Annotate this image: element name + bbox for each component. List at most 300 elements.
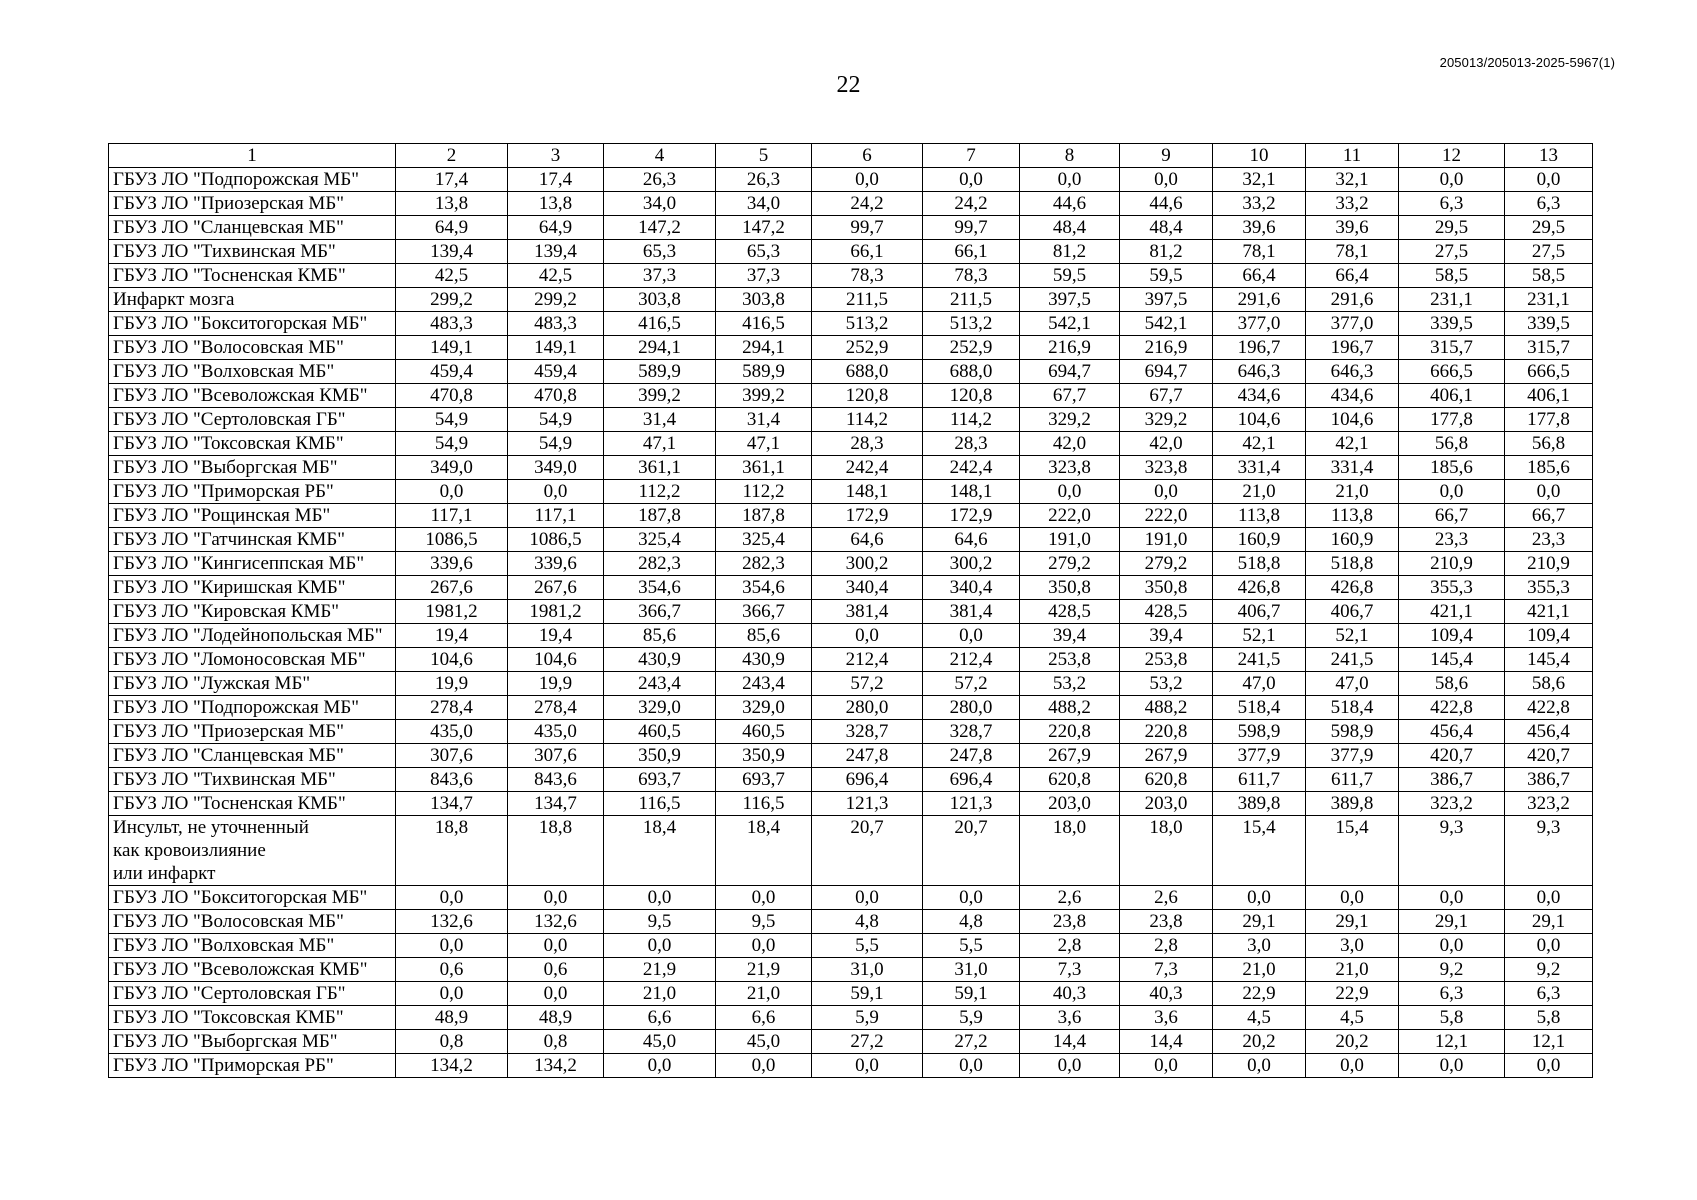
value-cell: 421,1: [1505, 600, 1593, 624]
value-cell: 3,6: [1120, 1006, 1213, 1030]
value-cell: 47,0: [1306, 672, 1399, 696]
value-cell: 421,1: [1399, 600, 1505, 624]
value-cell: 331,4: [1306, 456, 1399, 480]
value-cell: 59,1: [812, 982, 923, 1006]
value-cell: 81,2: [1120, 240, 1213, 264]
value-cell: 172,9: [812, 504, 923, 528]
value-cell: 513,2: [812, 312, 923, 336]
table-row: [109, 934, 1593, 958]
value-cell: 0,0: [716, 934, 812, 958]
value-cell: 0,0: [1020, 1054, 1120, 1078]
value-cell: 0,0: [508, 480, 604, 504]
value-cell: 470,8: [396, 384, 508, 408]
value-cell: 361,1: [716, 456, 812, 480]
value-cell: 0,0: [1213, 886, 1306, 910]
value-cell: 22,9: [1306, 982, 1399, 1006]
value-cell: 0,0: [812, 168, 923, 192]
value-cell: 67,7: [1020, 384, 1120, 408]
column-number-cell: 7: [923, 144, 1020, 168]
value-cell: 14,4: [1020, 1030, 1120, 1054]
column-number-cell: 3: [508, 144, 604, 168]
value-cell: 58,6: [1505, 672, 1593, 696]
value-cell: 434,6: [1306, 384, 1399, 408]
value-cell: 0,6: [396, 958, 508, 982]
value-cell: 0,0: [1306, 886, 1399, 910]
value-cell: 113,8: [1306, 504, 1399, 528]
value-cell: 435,0: [396, 720, 508, 744]
value-cell: 148,1: [812, 480, 923, 504]
row-name-cell: ГБУЗ ЛО "Тосненская КМБ": [109, 264, 396, 288]
value-cell: 7,3: [1020, 958, 1120, 982]
value-cell: 267,6: [396, 576, 508, 600]
value-cell: 0,0: [1505, 886, 1593, 910]
value-cell: 241,5: [1306, 648, 1399, 672]
value-cell: 216,9: [1120, 336, 1213, 360]
value-cell: 3,6: [1020, 1006, 1120, 1030]
row-name-cell: ГБУЗ ЛО "Лодейнопольская МБ": [109, 624, 396, 648]
value-cell: 21,0: [1213, 958, 1306, 982]
value-cell: 598,9: [1213, 720, 1306, 744]
value-cell: 23,8: [1020, 910, 1120, 934]
value-cell: 0,0: [812, 624, 923, 648]
value-cell: 78,3: [923, 264, 1020, 288]
value-cell: 7,3: [1120, 958, 1213, 982]
column-number-cell: 11: [1306, 144, 1399, 168]
value-cell: 299,2: [396, 288, 508, 312]
value-cell: 23,3: [1505, 528, 1593, 552]
value-cell: 329,2: [1120, 408, 1213, 432]
value-cell: 59,5: [1120, 264, 1213, 288]
value-cell: 145,4: [1505, 648, 1593, 672]
row-name-cell: ГБУЗ ЛО "Токсовская КМБ": [109, 1006, 396, 1030]
value-cell: 282,3: [604, 552, 716, 576]
value-cell: 611,7: [1306, 768, 1399, 792]
value-cell: 187,8: [716, 504, 812, 528]
value-cell: 1086,5: [508, 528, 604, 552]
table-row: [109, 504, 1593, 528]
value-cell: 323,8: [1020, 456, 1120, 480]
value-cell: 9,2: [1399, 958, 1505, 982]
value-cell: 65,3: [604, 240, 716, 264]
table-row: [109, 552, 1593, 576]
value-cell: 620,8: [1020, 768, 1120, 792]
value-cell: 406,1: [1399, 384, 1505, 408]
value-cell: 5,5: [812, 934, 923, 958]
value-cell: 420,7: [1505, 744, 1593, 768]
value-cell: 307,6: [508, 744, 604, 768]
row-name-cell: ГБУЗ ЛО "Выборгская МБ": [109, 1030, 396, 1054]
value-cell: 542,1: [1020, 312, 1120, 336]
value-cell: 0,0: [1505, 1054, 1593, 1078]
value-cell: 0,0: [716, 886, 812, 910]
row-name-cell: ГБУЗ ЛО "Сланцевская МБ": [109, 216, 396, 240]
value-cell: 66,7: [1399, 504, 1505, 528]
value-cell: 121,3: [923, 792, 1020, 816]
value-cell: 0,6: [508, 958, 604, 982]
value-cell: 280,0: [923, 696, 1020, 720]
value-cell: 211,5: [812, 288, 923, 312]
value-cell: 4,8: [923, 910, 1020, 934]
value-cell: 78,1: [1213, 240, 1306, 264]
data-table: [108, 143, 1593, 1078]
value-cell: 0,0: [812, 886, 923, 910]
value-cell: 44,6: [1020, 192, 1120, 216]
value-cell: 456,4: [1505, 720, 1593, 744]
value-cell: 109,4: [1399, 624, 1505, 648]
value-cell: 416,5: [716, 312, 812, 336]
value-cell: 39,6: [1306, 216, 1399, 240]
value-cell: 242,4: [812, 456, 923, 480]
value-cell: 26,3: [604, 168, 716, 192]
row-name-cell: ГБУЗ ЛО "Подпорожская МБ": [109, 696, 396, 720]
value-cell: 40,3: [1020, 982, 1120, 1006]
value-cell: 27,2: [923, 1030, 1020, 1054]
value-cell: 185,6: [1505, 456, 1593, 480]
value-cell: 18,8: [396, 816, 508, 886]
value-cell: 113,8: [1213, 504, 1306, 528]
value-cell: 646,3: [1213, 360, 1306, 384]
value-cell: 54,9: [396, 408, 508, 432]
value-cell: 0,0: [508, 886, 604, 910]
value-cell: 45,0: [716, 1030, 812, 1054]
value-cell: 381,4: [923, 600, 1020, 624]
value-cell: 693,7: [604, 768, 716, 792]
value-cell: 6,3: [1399, 982, 1505, 1006]
value-cell: 620,8: [1120, 768, 1213, 792]
value-cell: 3,0: [1213, 934, 1306, 958]
row-name-cell: ГБУЗ ЛО "Токсовская КМБ": [109, 432, 396, 456]
row-name-cell: ГБУЗ ЛО "Приморская РБ": [109, 480, 396, 504]
value-cell: 2,6: [1020, 886, 1120, 910]
value-cell: 459,4: [508, 360, 604, 384]
value-cell: 303,8: [604, 288, 716, 312]
table-row: [109, 744, 1593, 768]
value-cell: 9,2: [1505, 958, 1593, 982]
value-cell: 426,8: [1213, 576, 1306, 600]
value-cell: 6,3: [1399, 192, 1505, 216]
value-cell: 355,3: [1399, 576, 1505, 600]
value-cell: 339,5: [1505, 312, 1593, 336]
value-cell: 116,5: [604, 792, 716, 816]
column-number-cell: 5: [716, 144, 812, 168]
value-cell: 196,7: [1213, 336, 1306, 360]
value-cell: 177,8: [1505, 408, 1593, 432]
value-cell: 145,4: [1399, 648, 1505, 672]
value-cell: 315,7: [1505, 336, 1593, 360]
value-cell: 21,9: [604, 958, 716, 982]
value-cell: 339,6: [508, 552, 604, 576]
row-name-cell: ГБУЗ ЛО "Гатчинская КМБ": [109, 528, 396, 552]
value-cell: 203,0: [1120, 792, 1213, 816]
table-row: [109, 312, 1593, 336]
value-cell: 42,5: [508, 264, 604, 288]
value-cell: 185,6: [1399, 456, 1505, 480]
row-name-cell: ГБУЗ ЛО "Волховская МБ": [109, 934, 396, 958]
row-name-cell: ГБУЗ ЛО "Приморская РБ": [109, 1054, 396, 1078]
value-cell: 27,2: [812, 1030, 923, 1054]
value-cell: 21,0: [1213, 480, 1306, 504]
value-cell: 29,1: [1505, 910, 1593, 934]
value-cell: 29,1: [1306, 910, 1399, 934]
value-cell: 434,6: [1213, 384, 1306, 408]
row-name-cell: ГБУЗ ЛО "Всеволожская КМБ": [109, 958, 396, 982]
value-cell: 518,8: [1306, 552, 1399, 576]
value-cell: 0,0: [396, 934, 508, 958]
column-number-cell: 12: [1399, 144, 1505, 168]
value-cell: 6,6: [716, 1006, 812, 1030]
value-cell: 15,4: [1213, 816, 1306, 886]
table-row: [109, 910, 1593, 934]
row-name-cell: Инфаркт мозга: [109, 288, 396, 312]
value-cell: 23,3: [1399, 528, 1505, 552]
value-cell: 349,0: [508, 456, 604, 480]
value-cell: 31,4: [604, 408, 716, 432]
value-cell: 66,4: [1213, 264, 1306, 288]
value-cell: 14,4: [1120, 1030, 1213, 1054]
value-cell: 139,4: [396, 240, 508, 264]
value-cell: 0,0: [1120, 480, 1213, 504]
value-cell: 377,9: [1306, 744, 1399, 768]
value-cell: 420,7: [1399, 744, 1505, 768]
table-row: [109, 624, 1593, 648]
value-cell: 303,8: [716, 288, 812, 312]
value-cell: 0,0: [1120, 168, 1213, 192]
table-row: [109, 168, 1593, 192]
value-cell: 52,1: [1306, 624, 1399, 648]
value-cell: 598,9: [1306, 720, 1399, 744]
value-cell: 160,9: [1213, 528, 1306, 552]
value-cell: 696,4: [812, 768, 923, 792]
value-cell: 59,1: [923, 982, 1020, 1006]
value-cell: 0,0: [923, 886, 1020, 910]
value-cell: 430,9: [716, 648, 812, 672]
table-row: [109, 886, 1593, 910]
value-cell: 377,0: [1306, 312, 1399, 336]
row-name-cell: ГБУЗ ЛО "Волховская МБ": [109, 360, 396, 384]
value-cell: 325,4: [604, 528, 716, 552]
value-cell: 139,4: [508, 240, 604, 264]
value-cell: 0,0: [1399, 168, 1505, 192]
value-cell: 222,0: [1020, 504, 1120, 528]
value-cell: 253,8: [1020, 648, 1120, 672]
table-row: [109, 720, 1593, 744]
value-cell: 187,8: [604, 504, 716, 528]
value-cell: 329,2: [1020, 408, 1120, 432]
value-cell: 64,6: [812, 528, 923, 552]
value-cell: 31,0: [923, 958, 1020, 982]
value-cell: 28,3: [812, 432, 923, 456]
value-cell: 29,5: [1505, 216, 1593, 240]
value-cell: 64,9: [396, 216, 508, 240]
value-cell: 389,8: [1213, 792, 1306, 816]
value-cell: 307,6: [396, 744, 508, 768]
value-cell: 109,4: [1505, 624, 1593, 648]
value-cell: 354,6: [716, 576, 812, 600]
value-cell: 323,2: [1505, 792, 1593, 816]
table-row: [109, 958, 1593, 982]
value-cell: 37,3: [716, 264, 812, 288]
value-cell: 9,3: [1505, 816, 1593, 886]
value-cell: 6,3: [1505, 982, 1593, 1006]
value-cell: 212,4: [812, 648, 923, 672]
value-cell: 0,0: [1120, 1054, 1213, 1078]
value-cell: 456,4: [1399, 720, 1505, 744]
value-cell: 48,9: [508, 1006, 604, 1030]
value-cell: 104,6: [1213, 408, 1306, 432]
value-cell: 1086,5: [396, 528, 508, 552]
value-cell: 381,4: [812, 600, 923, 624]
row-name-cell: ГБУЗ ЛО "Сланцевская МБ": [109, 744, 396, 768]
value-cell: 325,4: [716, 528, 812, 552]
value-cell: 488,2: [1020, 696, 1120, 720]
value-cell: 58,6: [1399, 672, 1505, 696]
value-cell: 33,2: [1306, 192, 1399, 216]
value-cell: 0,0: [508, 982, 604, 1006]
row-name-cell: ГБУЗ ЛО "Всеволожская КМБ": [109, 384, 396, 408]
value-cell: 331,4: [1213, 456, 1306, 480]
value-cell: 0,8: [396, 1030, 508, 1054]
value-cell: 26,3: [716, 168, 812, 192]
value-cell: 39,4: [1020, 624, 1120, 648]
value-cell: 147,2: [716, 216, 812, 240]
value-cell: 67,7: [1120, 384, 1213, 408]
value-cell: 31,0: [812, 958, 923, 982]
value-cell: 406,1: [1505, 384, 1593, 408]
value-cell: 54,9: [508, 408, 604, 432]
value-cell: 21,0: [604, 982, 716, 1006]
value-cell: 21,0: [1306, 958, 1399, 982]
row-name-cell: ГБУЗ ЛО "Бокситогорская МБ": [109, 886, 396, 910]
value-cell: 20,7: [812, 816, 923, 886]
value-cell: 422,8: [1505, 696, 1593, 720]
value-cell: 53,2: [1020, 672, 1120, 696]
row-name-cell: ГБУЗ ЛО "Тихвинская МБ": [109, 240, 396, 264]
value-cell: 42,0: [1120, 432, 1213, 456]
value-cell: 0,0: [923, 624, 1020, 648]
value-cell: 172,9: [923, 504, 1020, 528]
value-cell: 589,9: [716, 360, 812, 384]
value-cell: 47,1: [604, 432, 716, 456]
table-row: [109, 192, 1593, 216]
value-cell: 366,7: [716, 600, 812, 624]
value-cell: 20,2: [1213, 1030, 1306, 1054]
value-cell: 0,0: [1020, 480, 1120, 504]
value-cell: 483,3: [396, 312, 508, 336]
table-row: [109, 672, 1593, 696]
table-row: [109, 408, 1593, 432]
value-cell: 0,0: [1505, 480, 1593, 504]
value-cell: 0,0: [508, 934, 604, 958]
value-cell: 361,1: [604, 456, 716, 480]
table-row: [109, 384, 1593, 408]
value-cell: 48,4: [1120, 216, 1213, 240]
value-cell: 57,2: [812, 672, 923, 696]
value-cell: 117,1: [396, 504, 508, 528]
value-cell: 20,7: [923, 816, 1020, 886]
value-cell: 18,8: [508, 816, 604, 886]
value-cell: 13,8: [396, 192, 508, 216]
value-cell: 646,3: [1306, 360, 1399, 384]
value-cell: 24,2: [923, 192, 1020, 216]
value-cell: 291,6: [1213, 288, 1306, 312]
value-cell: 114,2: [812, 408, 923, 432]
value-cell: 340,4: [923, 576, 1020, 600]
value-cell: 0,0: [1399, 1054, 1505, 1078]
value-cell: 210,9: [1399, 552, 1505, 576]
value-cell: 116,5: [716, 792, 812, 816]
value-cell: 278,4: [396, 696, 508, 720]
table-row: [109, 528, 1593, 552]
value-cell: 114,2: [923, 408, 1020, 432]
value-cell: 4,5: [1213, 1006, 1306, 1030]
value-cell: 12,1: [1505, 1030, 1593, 1054]
value-cell: 120,8: [812, 384, 923, 408]
value-cell: 279,2: [1020, 552, 1120, 576]
value-cell: 339,6: [396, 552, 508, 576]
value-cell: 112,2: [716, 480, 812, 504]
value-cell: 85,6: [716, 624, 812, 648]
value-cell: 53,2: [1120, 672, 1213, 696]
column-number-cell: 8: [1020, 144, 1120, 168]
table-row: [109, 576, 1593, 600]
row-name-cell: ГБУЗ ЛО "Сертоловская ГБ": [109, 982, 396, 1006]
value-cell: 17,4: [508, 168, 604, 192]
value-cell: 0,0: [1505, 934, 1593, 958]
value-cell: 28,3: [923, 432, 1020, 456]
value-cell: 24,2: [812, 192, 923, 216]
value-cell: 430,9: [604, 648, 716, 672]
table-row: [109, 360, 1593, 384]
value-cell: 64,6: [923, 528, 1020, 552]
value-cell: 4,8: [812, 910, 923, 934]
value-cell: 694,7: [1020, 360, 1120, 384]
value-cell: 340,4: [812, 576, 923, 600]
value-cell: 323,8: [1120, 456, 1213, 480]
table-row: [109, 792, 1593, 816]
value-cell: 267,9: [1020, 744, 1120, 768]
value-cell: 12,1: [1399, 1030, 1505, 1054]
value-cell: 688,0: [923, 360, 1020, 384]
value-cell: 247,8: [923, 744, 1020, 768]
row-name-cell: ГБУЗ ЛО "Приозерская МБ": [109, 720, 396, 744]
value-cell: 428,5: [1120, 600, 1213, 624]
table-row: [109, 648, 1593, 672]
value-cell: 78,1: [1306, 240, 1399, 264]
value-cell: 21,0: [716, 982, 812, 1006]
column-number-cell: 13: [1505, 144, 1593, 168]
value-cell: 300,2: [923, 552, 1020, 576]
row-name-cell: ГБУЗ ЛО "Лужская МБ": [109, 672, 396, 696]
row-name-cell: ГБУЗ ЛО "Тихвинская МБ": [109, 768, 396, 792]
column-number-cell: 10: [1213, 144, 1306, 168]
value-cell: 134,2: [508, 1054, 604, 1078]
value-cell: 243,4: [716, 672, 812, 696]
value-cell: 19,9: [508, 672, 604, 696]
value-cell: 242,4: [923, 456, 1020, 480]
value-cell: 81,2: [1020, 240, 1120, 264]
value-cell: 0,0: [923, 1054, 1020, 1078]
value-cell: 48,9: [396, 1006, 508, 1030]
value-cell: 435,0: [508, 720, 604, 744]
value-cell: 291,6: [1306, 288, 1399, 312]
value-cell: 267,9: [1120, 744, 1213, 768]
value-cell: 58,5: [1505, 264, 1593, 288]
row-name-cell: ГБУЗ ЛО "Выборгская МБ": [109, 456, 396, 480]
value-cell: 294,1: [716, 336, 812, 360]
value-cell: 134,2: [396, 1054, 508, 1078]
value-cell: 22,9: [1213, 982, 1306, 1006]
row-name-cell: ГБУЗ ЛО "Рощинская МБ": [109, 504, 396, 528]
